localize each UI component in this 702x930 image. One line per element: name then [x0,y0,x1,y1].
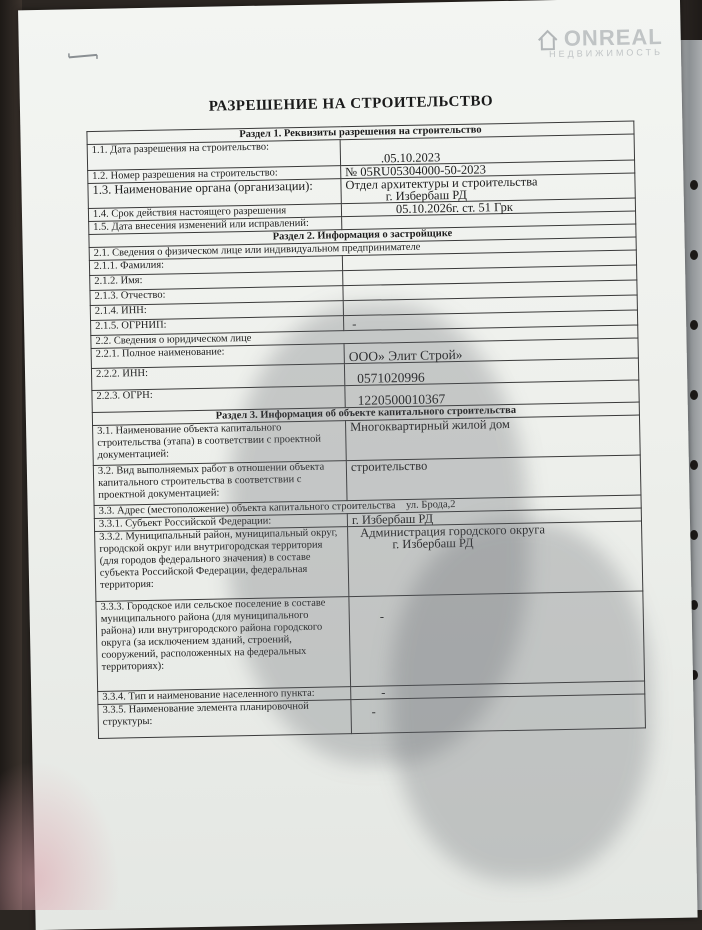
row-label: 3.3.4. Тип и наименование населенного пункта: [98,687,351,705]
row-label: 3.3.2. Муниципальный район, муниципальный округ, городской округ или внутригородская территория (для городов федерального значения) в составе субъекта Российской Федерации, федеральная территория: [95,527,349,602]
row-label: 2.2.1. Полное наименование: [91,344,344,369]
municipal-line1: Администрация городского округа [360,522,546,540]
row-label: 3.3.3. Городское или сельское поселение в составе муниципального района (для муниципального района) или внутригородского района городского округа (за исключением зданий, строений, сооружений, расположенных на федеральных территориях): [96,597,351,692]
sleeve-hole [690,530,698,540]
row-label: 3.2. Вид выполняемых работ в отношении объекта капитального строительства в соответствии с проектной документацией: [93,461,347,506]
municipal-value [348,521,643,597]
table-row [95,521,643,601]
row-label: 3.1. Наименование объекта капитального строительства (этапа) в соответствии с проектной документацией: [93,421,347,466]
validity-value: 05.10.2026г. ст. 51 Грк [341,198,635,217]
object-name-value: Многоквартирный жилой дом [345,415,640,461]
row-label: 1.3. Наименование органа (организации): [88,179,341,209]
row-label: 2.2.2. ИНН: [91,364,344,391]
sleeve-hole [690,180,698,190]
ogrn-value: 1220500010367 [345,380,639,408]
company-name-value: ООО» Элит Строй» [344,338,638,364]
sleeve-hole [690,320,698,330]
ogrnip-value: - [343,310,637,331]
sleeve-hole [690,460,698,470]
locality-value: - [351,681,645,700]
permit-number-value: № 05RU05304000-50-2023 [341,160,635,179]
table-row [96,591,645,691]
subsection-heading: 2.2. Сведения о юридическом лице [91,325,638,348]
region-value: г. Избербаш РД [347,508,641,527]
work-type-value: строительство [346,455,641,501]
planning-element-value: - [351,694,646,734]
sleeve-hole [690,390,698,400]
row-label: 2.1.5. ОГРНИП: [91,316,344,336]
row-label: 2.1.4. ИНН: [90,301,343,321]
watermark-subtitle: НЕДВИЖИМОСТЬ [548,46,664,60]
row-label: 3.3. Адрес (местоположение) объекта капитального строительства [98,500,396,517]
staple-icon [67,51,99,62]
row-label: 2.2.3. ОГРН: [92,386,345,413]
row-label: 2.1.2. Имя: [90,271,343,291]
issuing-authority-line1: Отдел архитектуры и строительства [345,174,538,193]
watermark-brand: ONREAL [563,23,663,51]
row-label: 2.1.1. Фамилия: [89,256,342,276]
municipal-line2: г. Избербаш РД [392,535,474,552]
document-title: РАЗРЕШЕНИЕ НА СТРОИТЕЛЬСТВО [208,93,494,115]
permit-date-value: .05.10.2023 [340,134,634,166]
section-heading: Раздел 2. Информация о застройщике [89,224,636,247]
row-label: 3.3.1. Субъект Российской Федерации: [94,514,347,532]
inn-value: 0571020996 [344,358,638,386]
row-label: 1.2. Номер разрешения на строительство: [88,166,341,184]
subsection-heading: 2.1. Сведения о физическом лице или индивидуальном предпринимателе [89,237,636,260]
row-label: 1.4. Срок действия настоящего разрешения [88,204,341,222]
address-value: ул. Брода,2 [405,499,456,511]
section-heading: Раздел 1. Реквизиты разрешения на строительство [87,121,634,144]
finger-blur [0,760,120,910]
sleeve-hole [690,250,698,260]
watermark [536,24,664,59]
row-label: 1.1. Дата разрешения на строительство: [87,140,340,171]
issuing-authority-line2: г. Избербаш РД [385,187,467,204]
row-label: 3.3.5. Наименование элемента планировочной структуры: [98,700,352,739]
section-heading: Раздел 3. Информация об объекте капитального строительства [92,402,639,425]
row-label: 2.1.3. Отчество: [90,286,343,306]
permit-form-table [86,121,646,739]
row-label: 1.5. Дата внесения изменений или исправлений: [89,217,342,235]
settlement-value: - [349,591,645,687]
